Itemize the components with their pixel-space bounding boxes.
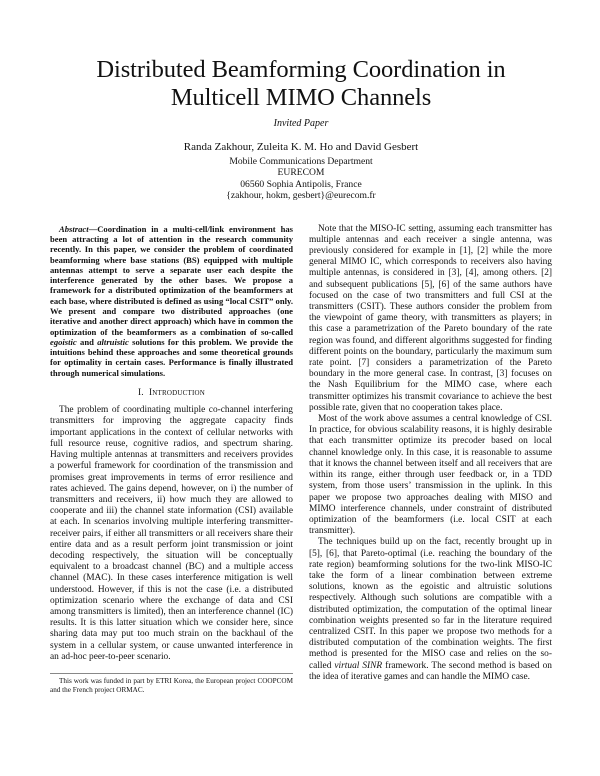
abstract-text-part1: —Coordination in a multi-cell/link environment has been attracting a lot of attention in the research community recently. In this paper, we consider the problem of coordinated beamforming where base stations (BS) equipped with multiple antennas attempt to serve a separate user each despite the interference generated by the other bases. We propose a framework for a distributed optimization of the beamformers at each base, where distributed is defined as using “local CSIT” only. We present and compare two distributed approaches (one iterative and another direct approach) which have in common the optimization of the beamformers as a combination of so-called (50, 223, 293, 337)
abstract-and: and (76, 336, 98, 347)
section-number: I. (137, 388, 144, 399)
paragraph3-text-part2: framework. The second method is based on the idea of iterative games and can handle the MIMO case. (309, 660, 552, 682)
two-column-body (50, 224, 552, 695)
right-column (309, 224, 552, 695)
body-paragraph-2: Most of the work above assumes a central knowledge of CSI. In practice, for obvious scalability reasons, it is highly desirable that each transmitter optimize its precoder based on local channel knowledge only. In this case, it is reasonable to assume that it knows the channel between itself and all receivers that are within its range, either through user feedback or, in a TDD system, from those users’ transmission in the uplink. In this paper we propose two approaches dealing with MISO and MIMO interference channels, under constraint of distributed optimization of the beamformers (i.e. local CSIT at each transmitter). (309, 414, 552, 537)
body-paragraph-3 (309, 537, 552, 683)
section-heading-introduction (50, 388, 293, 399)
affiliation-email: {zakhour, hokm, gesbert}@eurecom.fr (226, 190, 376, 202)
section-title: Introduction (148, 388, 206, 399)
intro-paragraph: The problem of coordinating multiple co-channel interfering transmitters for improving the aggregate capacity finds important applications in the context of cellular networks with full resource reuse, cognitive radios, and spectrum sharing. Having multiple antennas at transmitters and receivers provides a powerful framework for coordination of the transmission and promises great improvements in terms of error resilience and rates achieved. The gains depend, however, on i) the number of transmitters and receivers, ii) how much they are allowed to cooperate and iii) the channel state information (CSI) available at each. In scenarios involving multiple interfering transmitter-receiver pairs, if either all transmitters or all receivers share their entire data and as a result perform joint transmission or joint decoding respectively, the situation will be conceptually equivalent to a broadcast channel (BC) and a multiple access channel (MAC). In these cases interference mitigation is well understood. However, if this is not the case (i.e. a distributed optimization scenario where the exchange of data and CSI among transmitters is limited), then an interference channel (IC) results. It is this latter situation which we consider here, since sharing data may put too much strain on the backhaul of the system in a cellular system, or cause unwanted interference in an ad-hoc peer-to-peer scenario. (50, 405, 293, 662)
body-paragraph-1: Note that the MISO-IC setting, assuming each transmitter has multiple antennas and each receiver a single antenna, was previously considered for example in [1], [2] while the more general MIMO IC, which corresponds to receivers also having multiple antennas, is considered in [3], [4], among others. [2] and subsequent publications [5], [6] of the same authors have focused on the case of two transmitters and full CSI at the transmitters (CSIT). These authors consider the problem from the viewpoint of game theory, with transmitters as players; in this case a parametrization of the Pareto boundary of the rate region was found, and different algorithms suggested for finding different points on the boundary, particularly the maximum sum rate point. [7] considers a parametrization of the Pareto boundary in the more general case. In contrast, [3] focuses on the Nash Equilibrium for the MIMO case, where each transmitter optimizes his transmit covariance to achieve the best possible rate, given that no cooperation takes place. (309, 223, 552, 413)
abstract-emphasis-altruistic: altruistic (97, 336, 129, 347)
paragraph3-emphasis: virtual SINR (334, 660, 383, 671)
left-column (50, 224, 293, 695)
paper-title: Distributed Beamforming Coordination in Multicell MIMO Channels (96, 56, 506, 111)
abstract-lead: Abstract (59, 223, 89, 234)
affiliation-block (50, 156, 552, 202)
paper-subtitle: Invited Paper (273, 118, 329, 129)
abstract (50, 224, 293, 378)
affiliation-institution: EURECOM (277, 167, 325, 179)
funding-footnote: This work was funded in part by ETRI Korea, the European project COOPCOM and the French project ORMAC. (50, 673, 293, 694)
abstract-emphasis-egoistic: egoistic (50, 336, 77, 347)
paragraph3-text-part1: The techniques build up on the fact, recently brought up in [5], [6], that Pareto-optimal (i.e. reaching the boundary of the rate region) beamforming solutions for the two-link MISO-IC take the form of a linear combination between extreme solutions, known as the egoistic and altruistic solutions respectively. Although such solutions are compatible with a distributed optimization, the computation of the optimal linear combination weights presented so far in the literature required centralized CSIT. In this paper we propose two methods for a distributed computation of the combination weights. The first method is presented for the MISO case and relies on the so-called (309, 537, 552, 671)
affiliation-department: Mobile Communications Department (229, 156, 373, 167)
affiliation-address: 06560 Sophia Antipolis, France (240, 178, 362, 190)
abstract-text-part2: solutions for this problem. We provide the intuitions behind these approaches and some theoretical grounds for optimality in certain cases. Performance is finally illustrated through numerical simulations. (50, 336, 293, 378)
author-list: Randa Zakhour, Zuleita K. M. Ho and David Gesbert (183, 141, 419, 153)
